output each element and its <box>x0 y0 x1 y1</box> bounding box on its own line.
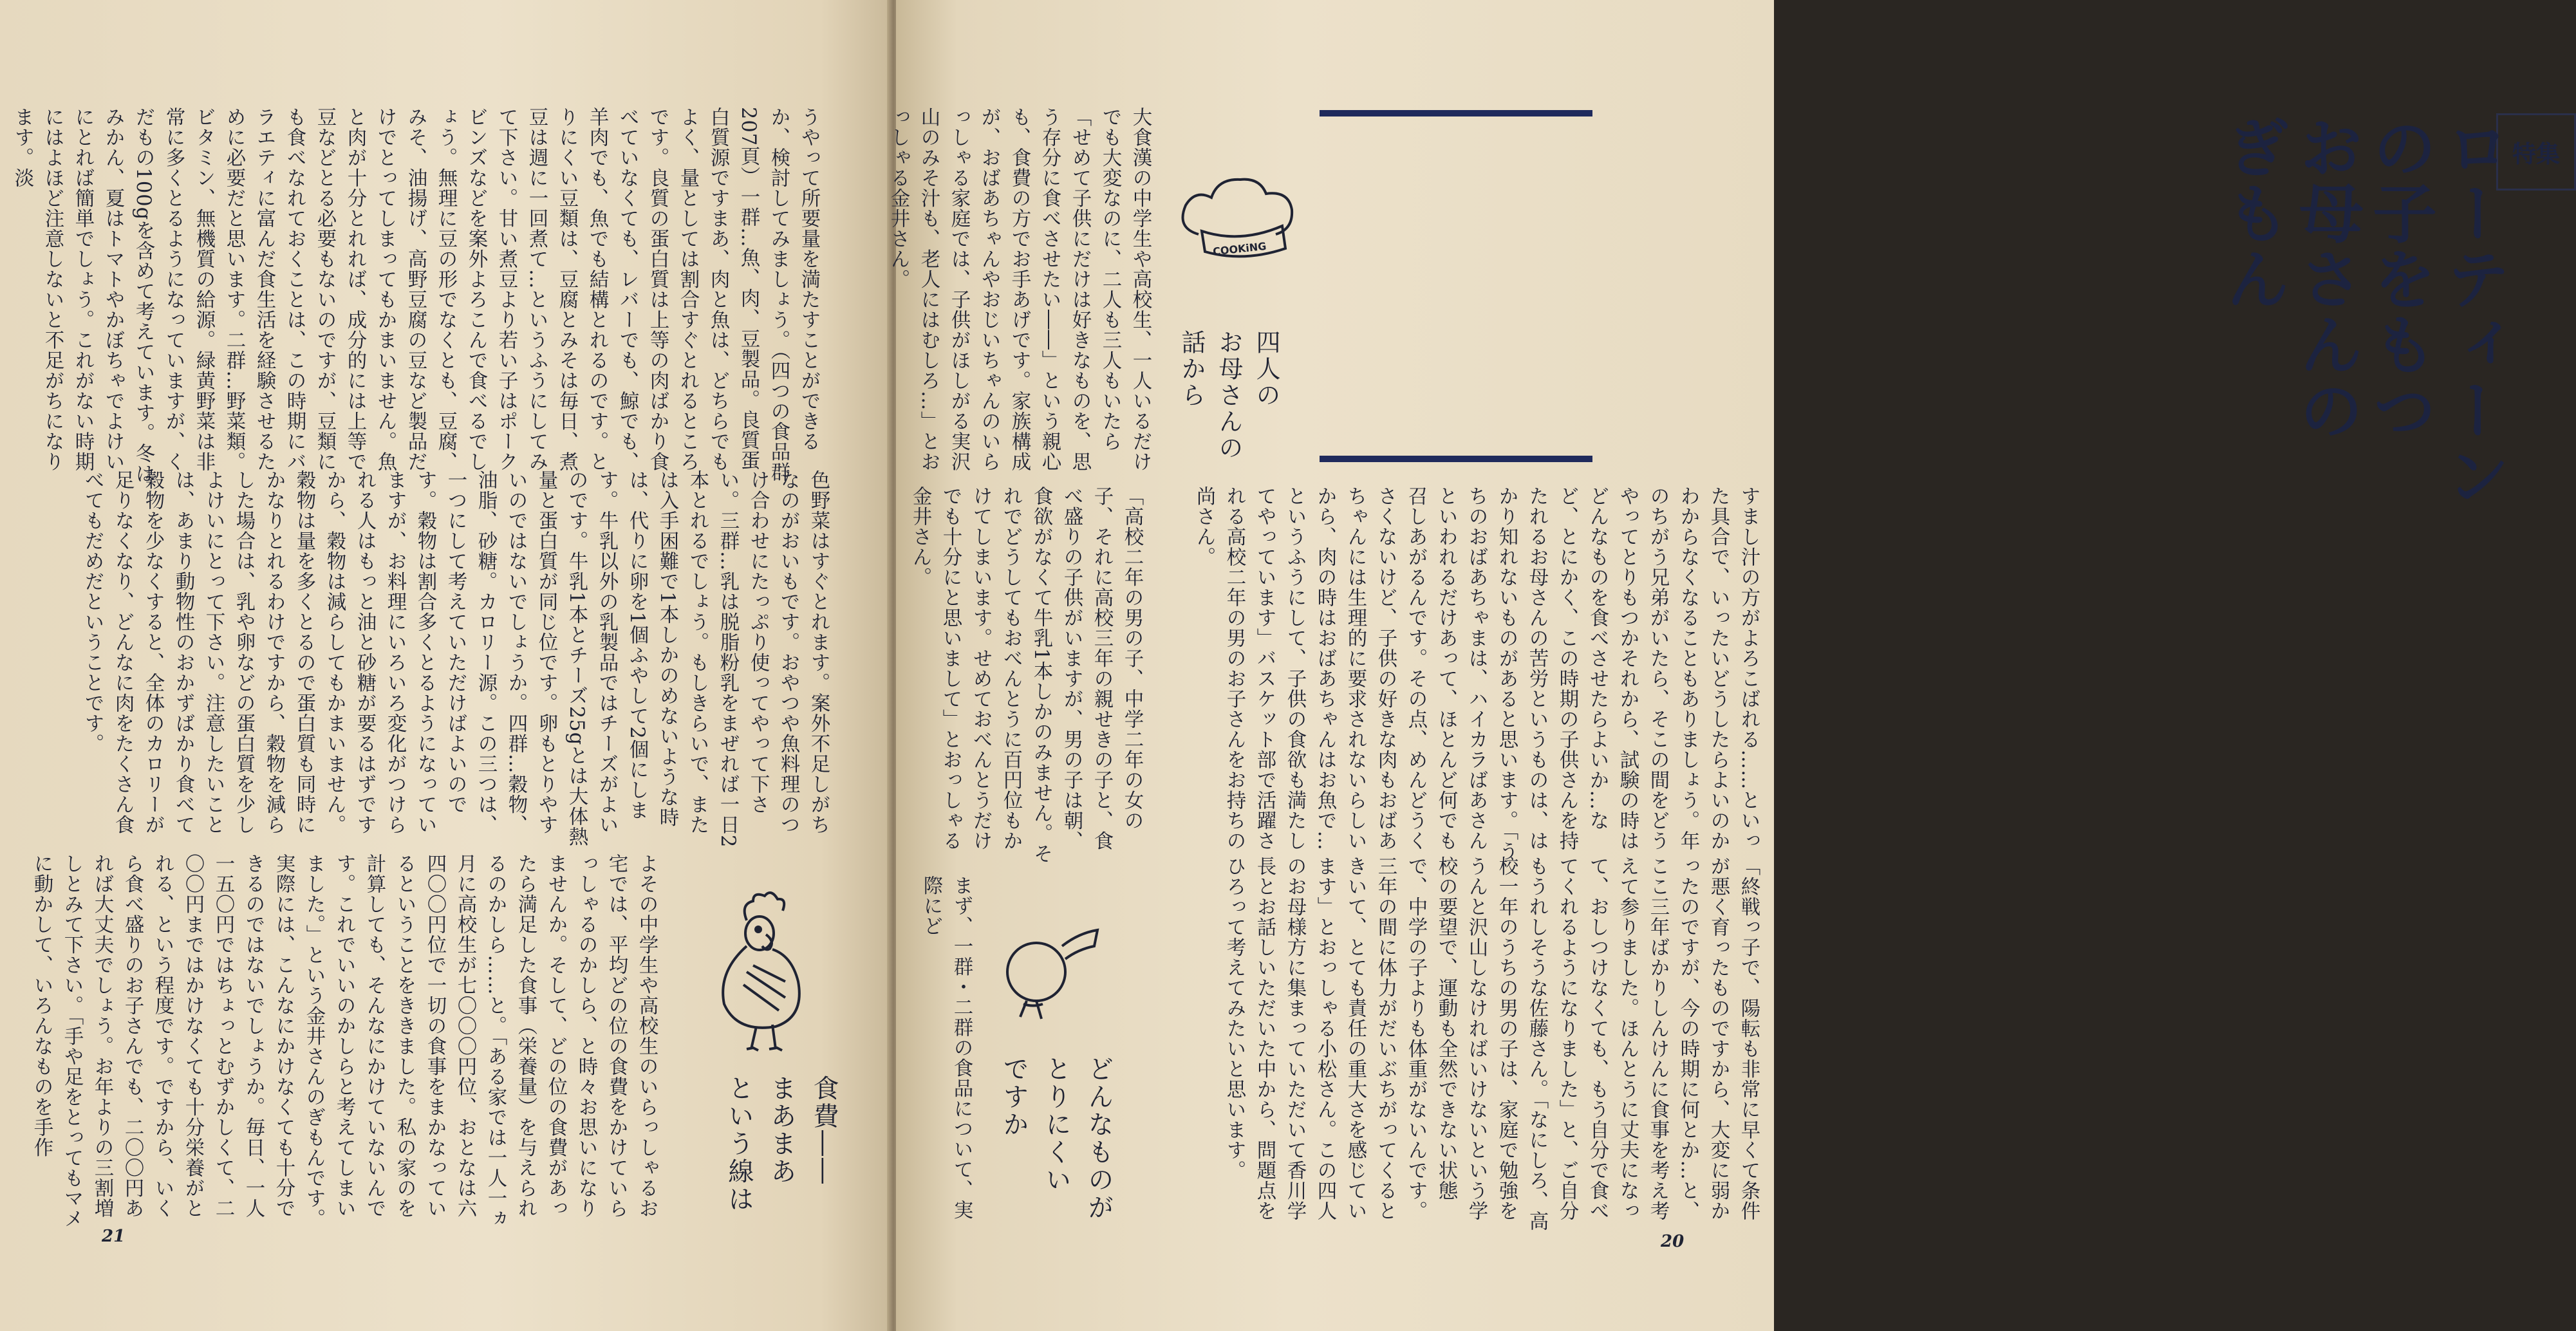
feature-badge: 特集 <box>2496 113 2576 191</box>
right-body-text-intro: 大食漢の中学生や高校生、一人いるだけでも大変なのに、二人も三人もいたら「せめて子供にだけは好きなものを、思う存分に食べさせたい――」という親心も、食費の方でお手あげです。家族構成が、おばあちゃんやおじいちゃんのいらっしゃる家庭では、子供がほしがる実沢山のみそ汁も、老人にはむしろ…」とおっしゃる金井さん。 <box>887 107 1152 472</box>
left-body-text-top-b: 色野菜はすぐとれます。案外不足しがちなのがおいもです。おやつや魚料理のつけ合わせにたっぷり使ってやって下さい。三群…乳は脱脂粉乳をまぜれば一日2本とれるでしょう。もしきらいで、または入手困難で1本しかのめないような時は、代りに卵を1個ふやして2個にします。牛乳以外の乳製品ではチーズがよいのです。牛乳1本とチーズ25gとは大体熱量と蛋白質が同じ位です。卵もとりやすいのではないでしょうか。四群…穀物、油脂、砂糖。カロリー源。この三つは、一つにして考えていただけばよいのです。穀物は割合多くとるようになっていますが、お料理にいろいろ変化がつけられる人はもっと油と砂糖が要るはずですから、穀物は減らしてもかまいません。穀物は量を多くとるので蛋白質も同時にかなりとれるわけですから、穀物を減らした場合は、乳や卵などの蛋白質を少しよけいにとって下さい。注意したいことは、あまり動物性のおかずばかり食べて穀物を少なくすると、全体のカロリーが足りなくなり、どんなに肉をたくさん食べてもだめだということです。 <box>81 470 830 848</box>
right-body-text-intro-2: 「高校二年の男の子、中学二年の女の子、それに高校三年の親せきの子と、食べ盛りの子供がいますが、男の子は朝、食欲がなくて牛乳1本しかのみません。それでどうしてもおべんとうに百円位もかけてしまいます。せめておべんとうだけでも十分にと思いまして」とおっしゃる金井さん。 <box>909 486 1143 864</box>
article-title: ローティーン の子をもつ お母さんの ぎもん <box>2215 115 2510 508</box>
right-body-text-bottom-left: まず、一群・二群の食品について、実際にど <box>920 875 973 1220</box>
rooster-illustration <box>702 888 830 1056</box>
page-number-left: 21 <box>102 1227 126 1246</box>
page-number-right: 20 <box>1661 1232 1685 1251</box>
left-body-text-top-a: うやって所要量を満たすことができるか、検討してみましょう。（四つの食品群207頁）一群…魚、肉、豆製品。良質蛋白質源ですまあ、肉と魚は、どちらでもよく、量としては割合すぐとれるところです。良質の蛋白質は上等の肉ばかり食べていなくても、レバーでも、鯨でも、羊肉でも、魚でも結構とれるのです。とりにくい豆類は、豆腐とみそは毎日、煮豆は週に一回煮て…というふうにしてみて下さい。甘い煮豆より若い子はポークビンズなどを案外よろこんで食べるでしょう。無理に豆の形でなくとも、豆腐、みそ、油揚げ、高野豆腐の豆など製品だけでとってしまってもかまいません。魚と肉が十分とれれば、成分的には上等で豆などとる必要もないのですが、豆類にも食べなれておくことは、この時期にバラエティに富んだ食生活を経験させるために必要だと思います。二群…野菜類。ビタミン、無機質の給源。緑黄野菜は非常に多くとるようになっていますが、くだもの100gを含めて考えています。冬はみかん、夏はトマトやかぼちゃでよけいにとれば簡単でしょう。これがない時期にはよほど注意しないと不足がちになります。淡 <box>11 107 820 484</box>
right-section-heading: どんなものが とりにくい ですか <box>999 1056 1114 1222</box>
right-body-text-bottom-right: 「終戦っ子で、陽転も非常に早くて条件が悪く育ったものですから、大変に弱かったのですが、今の時期に何とか…と、ここ三年ばかりしんけんに食事を考え考えて参りました。ほんとうに丈夫になって、おしつけなくても、もう自分で食べてくれるようになりました」と、ご自分もうれしそうな佐藤さん。「なにしろ、高校一年のうちの男の子は、家庭で勉強をうんと沢山しなければいけないという学校の要望で、運動も全然できない状態で、中学の子よりも体重がないんです。三年の間に体力がだいぶちがってくるときいて、とても責任の重大さを感じています」とおっしゃる小松さん。この四人のお母様方に集まっていただいて香川学長とお話しいただいた中から、問題点をひろって考えてみたいと思います。 <box>1223 856 1760 1232</box>
chef-hat-illustration <box>1179 170 1302 266</box>
title-top-rule <box>1320 110 1592 116</box>
article-subtitle: 四人の お母さんの 話から <box>1177 330 1280 461</box>
title-bottom-rule <box>1320 456 1592 462</box>
left-body-text-bottom: よその中学生や高校生のいらっしゃるお宅では、平均どの位の食費をかけていらっしゃるのかしら、と時々お思いになりませんか。そして、どの位の食費があったら満足した食事（栄養量）を与えられるのかしら……と。「ある家では一人一ヵ月に高校生が七〇〇〇円位、おとなは六四〇〇円位で一切の食事をまかなっているということをききました。私の家のを計算しても、そんなにかけていないんです。これでいいのかしらと考えてしまいました。」という金井さんのぎもんです。実際には、こんなにかけなくても十分できるのではないでしょうか。毎日、一人一五〇円ではちょっとむずかしくて、二〇〇円まではかけなくても十分栄養がとれる、という程度です。ですから、いくら食べ盛りのお子さんでも、二〇〇円あれば大丈夫でしょう。お年よりの三割増しとみて下さい。「手や足をとってもマメに動かして、いろんなものを手作 <box>30 853 658 1229</box>
chef-hat-text: COOKiNG <box>1212 239 1267 258</box>
horn-illustration <box>991 920 1107 1030</box>
left-page <box>0 0 891 1331</box>
right-page <box>887 0 2560 1331</box>
left-section-heading: 食費―― まあまあ という線は <box>724 1075 839 1213</box>
right-body-text-top-right: すまし汁の方がよろこばれる……といった具合で、いったいどうしたらよいのかわからなくなることもありましょう。年のちがう兄弟がいたら、そこの間をどうやってとりもつかそれから、試験の時はどんなものを食べさせたらよいか…など、とにかく、この時期の子供さんを持たれるお母さんの苦労というものは、はかり知れないものがあると思います。「うちのおばあちゃまは、ハイカラばあさんといわれるだけあって、ほとんど何でも召しあがるんです。その点、めんどうくさくないけど、子供の好きな肉もおばあちゃんには生理的に要求されないらしいから、肉の時はおばあちゃんはお魚で…というふうにして、子供の食欲も満たしてやっています」バスケット部で活躍される高校二年の男のお子さんをお持ちの尚さん。 <box>1193 486 1760 862</box>
